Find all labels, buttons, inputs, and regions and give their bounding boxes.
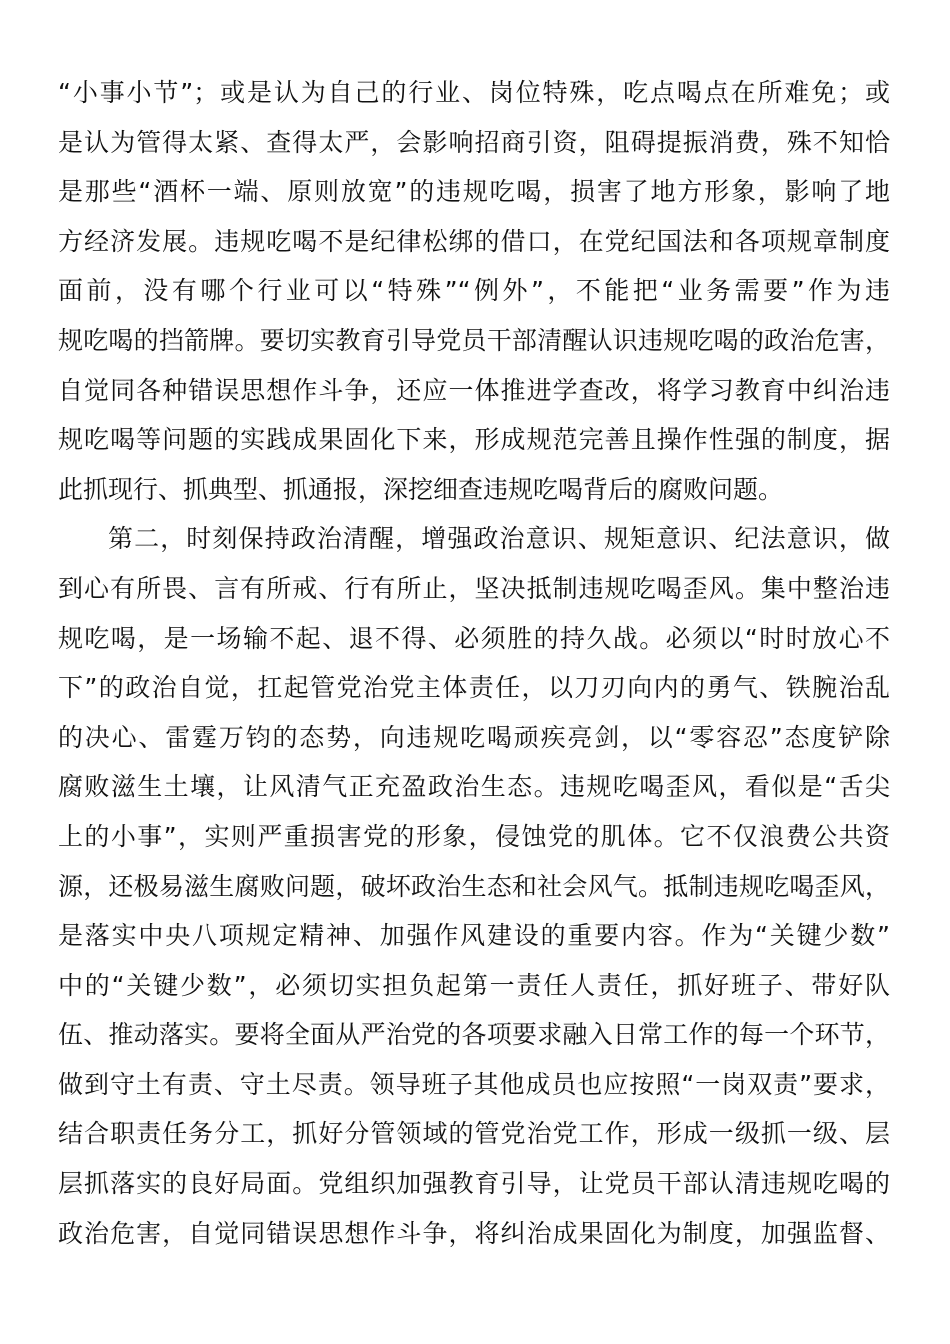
text-line: 是那些“酒杯一端、原则放宽”的违规吃喝，损害了地方形象，影响了地 <box>58 177 890 207</box>
text-line: 是落实中央八项规定精神、加强作风建设的重要内容。作为“关键少数” <box>58 921 890 951</box>
text-line-indented: 第二，时刻保持政治清醒，增强政治意识、规矩意识、纪法意识，做 <box>108 524 890 554</box>
text-line: 方经济发展。违规吃喝不是纪律松绑的借口，在党纪国法和各项规章制度 <box>58 226 890 256</box>
text-line: 腐败滋生土壤，让风清气正充盈政治生态。违规吃喝歪风，看似是“舌尖 <box>58 772 890 802</box>
text-line: 此抓现行、抓典型、抓通报，深挖细查违规吃喝背后的腐败问题。 <box>58 474 784 504</box>
text-line: 的决心、雷霆万钧的态势，向违规吃喝顽疾亮剑，以“零容忍”态度铲除 <box>58 722 890 752</box>
text-line: 规吃喝，是一场输不起、退不得、必须胜的持久战。必须以“时时放心不 <box>58 623 890 653</box>
text-line: 做到守土有责、守土尽责。领导班子其他成员也应按照“一岗双责”要求， <box>58 1069 890 1099</box>
text-line: 规吃喝等问题的实践成果固化下来，形成规范完善且操作性强的制度，据 <box>58 425 890 455</box>
text-line: 是认为管得太紧、查得太严，会影响招商引资，阻碍提振消费，殊不知恰 <box>58 127 890 157</box>
paragraph-1 <box>58 68 890 514</box>
text-line: 结合职责任务分工，抓好分管领域的管党治党工作，形成一级抓一级、层 <box>58 1119 890 1149</box>
text-line: 中的“关键少数”，必须切实担负起第一责任人责任，抓好班子、带好队 <box>58 970 890 1000</box>
text-line: 到心有所畏、言有所戒、行有所止，坚决抵制违规吃喝歪风。集中整治违 <box>58 573 890 603</box>
text-line: “小事小节”；或是认为自己的行业、岗位特殊，吃点喝点在所难免；或 <box>58 78 890 107</box>
text-line: 上的小事”，实则严重损害党的形象，侵蚀党的肌体。它不仅浪费公共资 <box>58 821 890 851</box>
text-line: 下”的政治自觉，扛起管党治党主体责任，以刀刃向内的勇气、铁腕治乱 <box>58 673 890 703</box>
text-line: 政治危害，自觉同错误思想作斗争，将纠治成果固化为制度，加强监督、 <box>58 1218 890 1248</box>
text-line: 面前，没有哪个行业可以“特殊”“例外”，不能把“业务需要”作为违 <box>58 276 890 306</box>
text-line: 规吃喝的挡箭牌。要切实教育引导党员干部清醒认识违规吃喝的政治危害， <box>58 325 890 355</box>
text-line: 自觉同各种错误思想作斗争，还应一体推进学查改，将学习教育中纠治违 <box>58 375 890 405</box>
text-line: 层抓落实的良好局面。党组织加强教育引导，让党员干部认清违规吃喝的 <box>58 1169 890 1199</box>
document-body <box>58 68 890 1258</box>
paragraph-2 <box>58 514 890 1258</box>
text-line: 伍、推动落实。要将全面从严治党的各项要求融入日常工作的每一个环节， <box>58 1020 890 1050</box>
text-line: 源，还极易滋生腐败问题，破坏政治生态和社会风气。抵制违规吃喝歪风， <box>58 871 890 901</box>
